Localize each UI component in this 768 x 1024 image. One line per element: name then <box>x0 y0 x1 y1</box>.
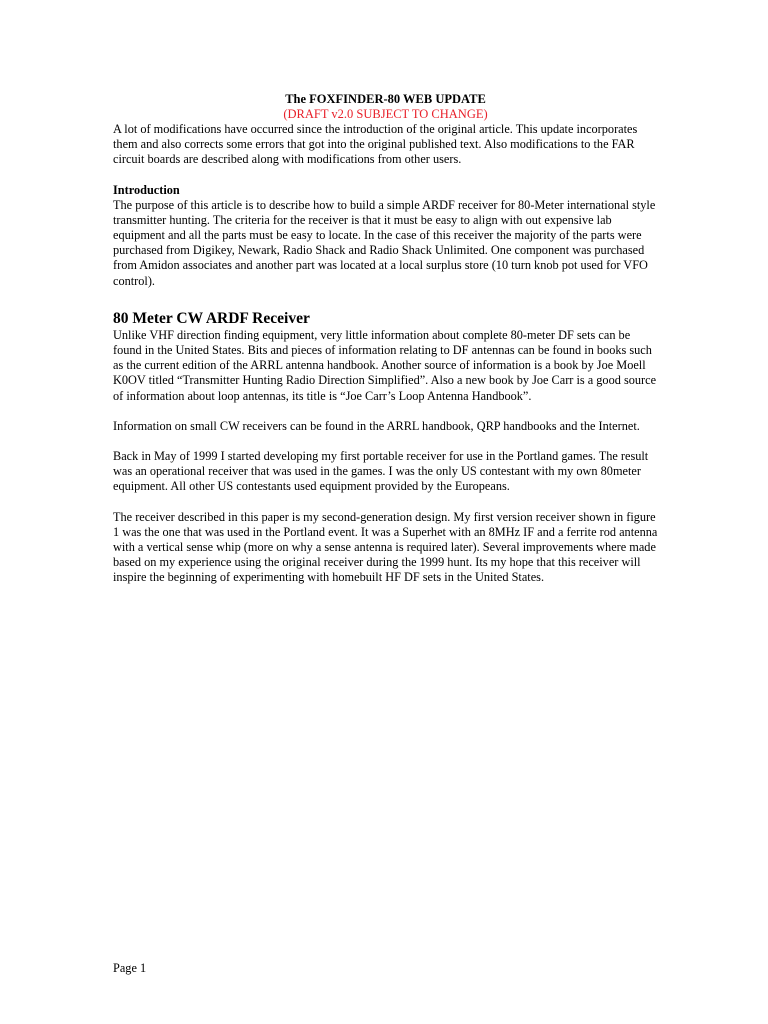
receiver-paragraph-1: Unlike VHF direction finding equipment, very little information about complete 80-meter DF sets can be found in the United States. Bits and pieces of information relating to DF antennas can be found in books such as the current edition of the ARRL antenna handbook. Another source of information is a book by Joe Moell K0OV titled “Transmitter Hunting Radio Direction Simplified”. Also a new book by Joe Carr is a good source of information about loop antennas, its title is “Joe Carr’s Loop Antenna Handbook”. <box>113 327 657 403</box>
receiver-section-heading: 80 Meter CW ARDF Receiver <box>113 309 310 327</box>
document-title: The FOXFINDER-80 WEB UPDATE <box>285 92 486 106</box>
document-page <box>113 92 658 586</box>
introduction-text: The purpose of this article is to describe how to build a simple ARDF receiver for 80-Meter international style transmitter hunting. The criteria for the receiver is that it must be easy to align with out expensive lab equipment and all the parts must be easy to locate. In the case of this receiver the majority of the parts were purchased from Digikey, Newark, Radio Shack and Radio Shack Unlimited. One component was purchased from Amidon associates and another part was located at a local surplus store (10 turn knob pot used for VFO control). <box>113 197 656 288</box>
introduction-heading: Introduction <box>113 182 180 197</box>
receiver-paragraph-4: The receiver described in this paper is my second-generation design. My first version receiver shown in figure 1 was the one that was used in the Portland event. It was a Superhet with an 8MHz IF and a ferrite rod antenna with a vertical sense whip (more on why a sense antenna is required later). Several improvements where made based on my experience using the original receiver during the 1999 hunt. Its my hope that this receiver will inspire the beginning of experimenting with homebuilt HF DF sets in the United States. <box>113 509 658 585</box>
intro-paragraph: A lot of modifications have occurred since the introduction of the original article. This update incorporates them and also corrects some errors that got into the original published text. Also modifications to the FAR circuit boards are described along with modifications from other users. <box>113 122 638 167</box>
receiver-paragraph-3: Back in May of 1999 I started developing my first portable receiver for use in the Portland games. The result was an operational receiver that was used in the games. I was the only US contestant with my own 80meter equipment. All other US contestants used equipment provided by the Europeans. <box>113 449 649 494</box>
draft-notice: (DRAFT v2.0 SUBJECT TO CHANGE) <box>283 107 488 121</box>
receiver-paragraph-2: Information on small CW receivers can be found in the ARRL handbook, QRP handbooks and the Internet. <box>113 418 640 433</box>
page-number: Page 1 <box>113 961 147 975</box>
